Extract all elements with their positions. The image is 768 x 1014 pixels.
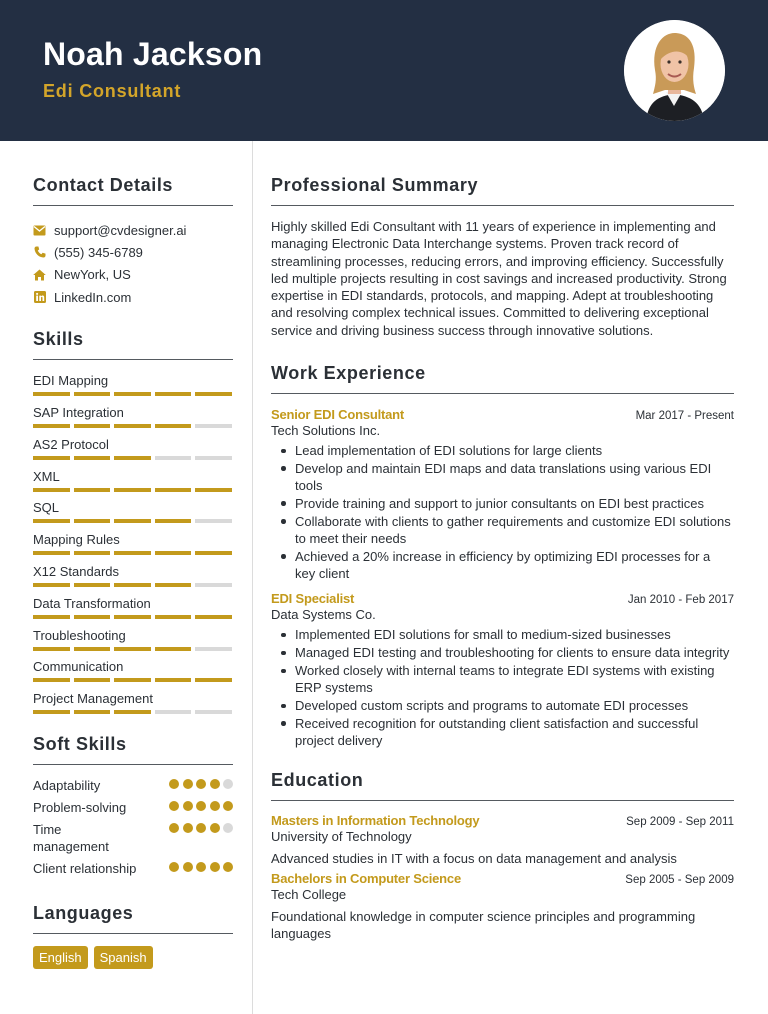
education-description: Advanced studies in IT with a focus on data management and analysis [271, 850, 677, 866]
column-divider [252, 141, 253, 1014]
soft-skills-title: Soft Skills [33, 734, 233, 765]
skill-name: XML [33, 468, 60, 484]
rating-dot [169, 779, 179, 789]
skill-level-segment [114, 583, 151, 587]
soft-skill-rating [169, 777, 233, 789]
job-bullet: Managed EDI testing and troubleshooting for clients to ensure data integrity [271, 644, 734, 661]
skill-level-segment [33, 551, 70, 555]
contact-phone-text: (555) 345-6789 [54, 244, 143, 260]
skill-level-segment [195, 392, 232, 396]
education-description: Foundational knowledge in computer science principles and programming languages [271, 908, 696, 941]
company-name: Data Systems Co. [271, 607, 376, 623]
language-badge: English [33, 946, 88, 969]
phone-icon [33, 246, 46, 259]
job-bullet: Achieved a 20% increase in efficiency by optimizing EDI processes for a key client [271, 548, 734, 583]
linkedin-icon [33, 291, 46, 304]
soft-skill-rating [169, 821, 233, 833]
skill-level-segment [195, 678, 232, 682]
soft-skill-name: Problem-solving [33, 799, 127, 815]
skill-level-segment [33, 392, 70, 396]
skill-level-segment [74, 456, 111, 460]
skill-level-bar [33, 678, 233, 682]
skill-row [33, 404, 233, 436]
skill-level-segment [74, 647, 111, 651]
skill-row [33, 531, 233, 563]
education-title: Education [271, 770, 734, 801]
soft-skill-row [33, 821, 233, 855]
job-bullet: Developed custom scripts and programs to automate EDI processes [271, 697, 734, 714]
candidate-name: Noah Jackson [43, 36, 263, 72]
skill-level-segment [195, 583, 232, 587]
education-dates: Sep 2005 - Sep 2009 [625, 873, 734, 886]
experience-title: Work Experience [271, 363, 734, 394]
skill-level-bar [33, 647, 233, 651]
skill-level-bar [33, 424, 233, 428]
job-bullet: Worked closely with internal teams to integrate EDI systems with existing ERP systems [271, 662, 734, 697]
skill-name: Troubleshooting [33, 627, 126, 643]
languages-title: Languages [33, 903, 233, 934]
skill-level-segment [33, 488, 70, 492]
skill-name: EDI Mapping [33, 373, 109, 389]
rating-dot [196, 801, 206, 811]
rating-dot [183, 801, 193, 811]
header [0, 0, 768, 141]
rating-dot [183, 779, 193, 789]
skill-level-segment [155, 519, 192, 523]
soft-skill-rating [169, 860, 233, 872]
job-entry [271, 591, 734, 749]
school-name: Tech College [271, 886, 347, 902]
school-name: University of Technology [271, 828, 412, 844]
skill-level-segment [114, 488, 151, 492]
skill-level-segment [195, 519, 232, 523]
skill-level-segment [155, 678, 192, 682]
rating-dot [196, 862, 206, 872]
skill-level-segment [155, 424, 192, 428]
envelope-icon [33, 224, 46, 237]
skill-level-segment [74, 424, 111, 428]
home-icon [33, 268, 46, 281]
skills-list [33, 372, 233, 722]
rating-dot [183, 823, 193, 833]
skill-level-bar [33, 392, 233, 396]
skill-level-bar [33, 583, 233, 587]
skill-level-segment [74, 678, 111, 682]
soft-skill-name: Adaptability [33, 777, 101, 793]
skill-row [33, 436, 233, 468]
skill-level-segment [114, 647, 151, 651]
left-column [33, 141, 233, 969]
skill-level-segment [195, 615, 232, 619]
skill-level-segment [114, 615, 151, 619]
skill-level-segment [33, 678, 70, 682]
job-bullet: Develop and maintain EDI maps and data translations using various EDI tools [271, 460, 734, 495]
right-column [271, 141, 734, 942]
skill-level-segment [74, 488, 111, 492]
skill-row [33, 372, 233, 404]
rating-dot [210, 862, 220, 872]
job-bullet: Collaborate with clients to gather requirements and customize EDI solutions to meet their needs [271, 513, 734, 548]
skill-level-bar [33, 551, 233, 555]
skill-name: X12 Standards [33, 563, 120, 579]
skill-level-segment [155, 392, 192, 396]
rating-dot [169, 823, 179, 833]
contact-email-text: support@cvdesigner.ai [54, 222, 187, 238]
rating-dot [223, 862, 233, 872]
skill-level-segment [155, 551, 192, 555]
job-dates: Mar 2017 - Present [635, 410, 734, 423]
skill-level-segment [155, 456, 192, 460]
rating-dot [210, 779, 220, 789]
skill-level-segment [195, 424, 232, 428]
contact-list [33, 219, 233, 308]
skill-level-segment [114, 678, 151, 682]
education-entry [271, 871, 734, 942]
soft-skill-row [33, 860, 233, 877]
skill-name: SQL [33, 500, 60, 516]
contact-linkedin-text: LinkedIn.com [54, 289, 132, 305]
soft-skill-row [33, 799, 233, 816]
contact-location [33, 264, 233, 286]
skill-row [33, 595, 233, 627]
contact-linkedin[interactable] [33, 286, 233, 308]
rating-dot [196, 779, 206, 789]
skill-level-segment [155, 488, 192, 492]
rating-dot [169, 801, 179, 811]
skill-level-bar [33, 456, 233, 460]
skill-row [33, 627, 233, 659]
skill-level-segment [33, 519, 70, 523]
rating-dot [169, 862, 179, 872]
rating-dot [223, 801, 233, 811]
skill-level-segment [114, 424, 151, 428]
contact-title: Contact Details [33, 175, 233, 206]
job-bullet: Implemented EDI solutions for small to medium-sized businesses [271, 626, 734, 643]
skill-level-bar [33, 615, 233, 619]
skill-name: SAP Integration [33, 404, 124, 420]
company-name: Tech Solutions Inc. [271, 423, 381, 439]
skill-name: Communication [33, 659, 124, 675]
skill-name: AS2 Protocol [33, 436, 109, 452]
skill-level-segment [33, 615, 70, 619]
skill-level-segment [74, 710, 111, 714]
skill-level-segment [74, 551, 111, 555]
rating-dot [210, 823, 220, 833]
skill-row [33, 690, 233, 722]
skill-level-segment [195, 710, 232, 714]
skill-name: Mapping Rules [33, 532, 120, 548]
skill-level-segment [74, 519, 111, 523]
profile-photo [624, 20, 725, 121]
soft-skill-name: Time management [33, 821, 109, 854]
job-dates: Jan 2010 - Feb 2017 [627, 594, 734, 607]
education-entry [271, 813, 734, 867]
skill-name: Project Management [33, 691, 153, 707]
skill-row [33, 658, 233, 690]
rating-dot [196, 823, 206, 833]
skill-row [33, 499, 233, 531]
skill-level-segment [195, 551, 232, 555]
skill-row [33, 468, 233, 500]
contact-email[interactable] [33, 219, 233, 241]
skill-level-segment [33, 710, 70, 714]
rating-dot [183, 862, 193, 872]
skill-level-segment [114, 456, 151, 460]
job-bullet: Provide training and support to junior consultants on EDI best practices [271, 495, 734, 512]
degree-title: Bachelors in Computer Science [271, 870, 461, 886]
language-badge: Spanish [94, 946, 153, 969]
soft-skill-rating [169, 799, 233, 811]
job-title: Senior EDI Consultant [271, 407, 405, 423]
soft-skills-list [33, 777, 233, 877]
job-title: EDI Specialist [271, 591, 355, 607]
languages-list [33, 946, 233, 969]
contact-phone[interactable] [33, 241, 233, 263]
skill-level-segment [114, 710, 151, 714]
skills-title: Skills [33, 329, 233, 360]
soft-skill-row [33, 777, 233, 794]
skill-level-segment [33, 424, 70, 428]
skill-level-segment [114, 551, 151, 555]
rating-dot [223, 779, 233, 789]
skill-level-segment [74, 392, 111, 396]
summary-title: Professional Summary [271, 175, 734, 206]
skill-level-segment [33, 647, 70, 651]
skill-level-segment [155, 583, 192, 587]
skill-level-segment [114, 392, 151, 396]
job-entry [271, 407, 734, 582]
skill-row [33, 563, 233, 595]
education-dates: Sep 2009 - Sep 2011 [626, 815, 734, 828]
rating-dot [223, 823, 233, 833]
rating-dot [210, 801, 220, 811]
skill-level-bar [33, 710, 233, 714]
skill-level-segment [195, 456, 232, 460]
skill-level-segment [155, 615, 192, 619]
skill-level-segment [155, 710, 192, 714]
skill-level-segment [155, 647, 192, 651]
soft-skill-name: Client relationship [33, 860, 137, 876]
skill-level-segment [114, 519, 151, 523]
skill-level-segment [195, 647, 232, 651]
skill-level-segment [74, 615, 111, 619]
skill-level-segment [74, 583, 111, 587]
skill-level-bar [33, 519, 233, 523]
contact-location-text: NewYork, US [54, 267, 131, 283]
skill-level-segment [195, 488, 232, 492]
job-role: Edi Consultant [43, 81, 182, 101]
job-bullets [271, 626, 734, 749]
skill-level-segment [33, 456, 70, 460]
degree-title: Masters in Information Technology [271, 812, 480, 828]
skill-name: Data Transformation [33, 595, 151, 611]
summary-text: Highly skilled Edi Consultant with 11 years of experience in implementing and managing Electronic Data Interchange systems. Proven track record of streamlining processes, reducing errors, and improving efficiency. Successfully led multiple projects resulting in cost savings and increased productivity. Strong expertise in EDI standards, protocols, and mapping. Adept at troubleshooting and resolving complex technical issues. Committed to delivering exceptional service and driving business success through innovative solutions. [271, 219, 727, 338]
skill-level-segment [33, 583, 70, 587]
job-bullet: Lead implementation of EDI solutions for large clients [271, 442, 734, 459]
skill-level-bar [33, 488, 233, 492]
job-bullets [271, 442, 734, 582]
job-bullet: Received recognition for outstanding client satisfaction and successful project delivery [271, 715, 734, 750]
